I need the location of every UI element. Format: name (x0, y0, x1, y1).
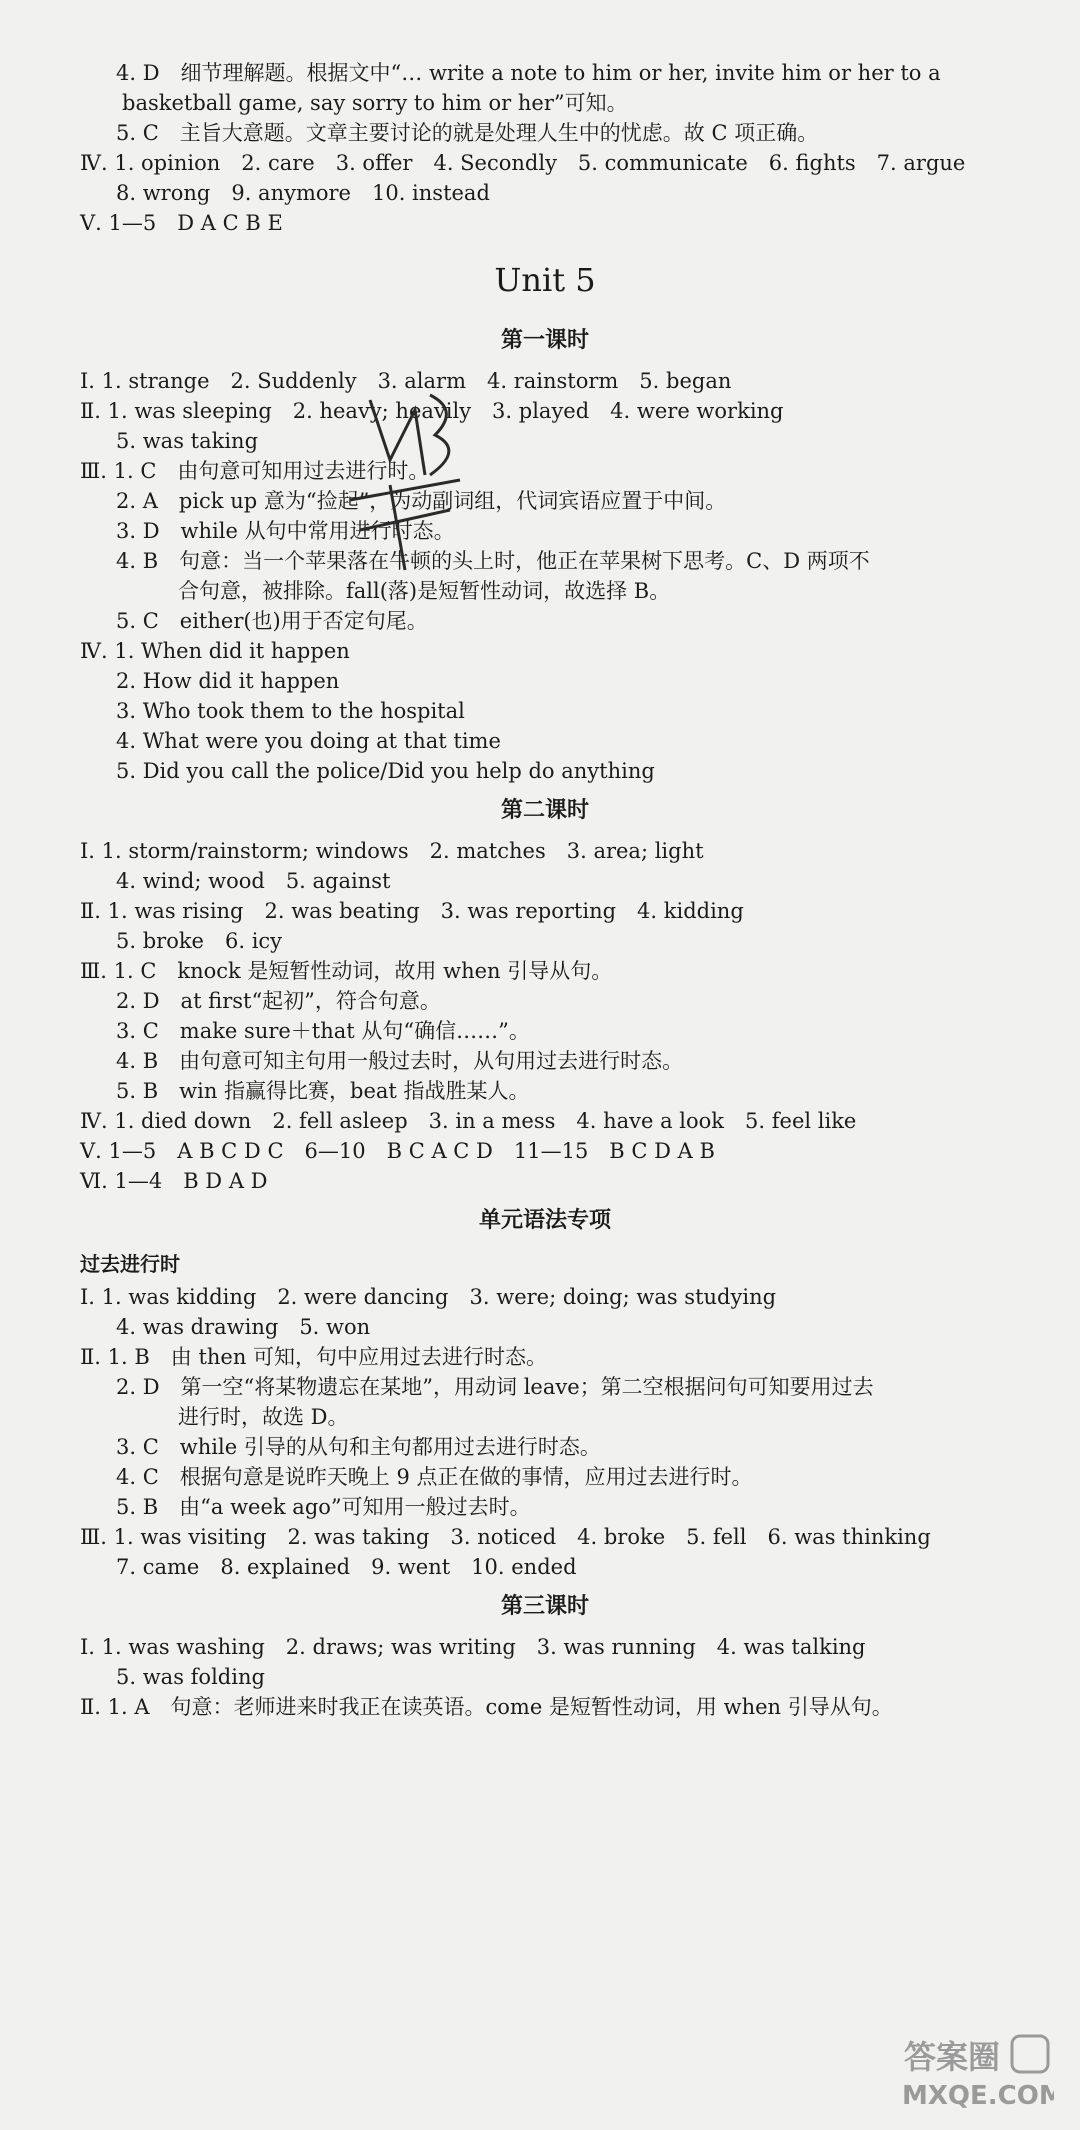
answer-line: Ⅳ. 1. opinion 2. care 3. offer 4. Secondly 5. communicate 6. fights 7. argue (80, 151, 966, 175)
svg-text:答案圈: 答案圈 (904, 2038, 1001, 2076)
answer-line: 2. D 第一空“将某物遗忘在某地”，用动词 leave；第二空根据问句可知要用过去 (116, 1375, 874, 1399)
answer-line: Ⅳ. 1. died down 2. fell asleep 3. in a mess 4. have a look 5. feel like (80, 1109, 857, 1133)
answer-line: 4. B 句意：当一个苹果落在牛顿的头上时，他正在苹果树下思考。C、D 两项不 (116, 549, 870, 573)
answer-line: 5. broke 6. icy (116, 929, 283, 953)
answer-line: 5. B win 指赢得比赛，beat 指战胜某人。 (116, 1079, 530, 1103)
pen-scribble-mark (330, 380, 480, 580)
unit-title: Unit 5 (494, 261, 596, 299)
answer-line: 3. D while 从句中常用进行时态。 (116, 519, 455, 543)
answer-line: Ⅰ. 1. strange 2. Suddenly 3. alarm 4. rainstorm 5. began (80, 369, 732, 393)
answer-line: Ⅳ. 1. When did it happen (80, 639, 350, 663)
site-watermark (894, 2032, 1054, 2112)
answer-line: 5. was taking (116, 429, 259, 453)
section-title-lesson2: 第二课时 (500, 798, 589, 823)
answer-line: 5. C either(也)用于否定句尾。 (116, 609, 428, 633)
answer-line: Ⅱ. 1. B 由 then 可知，句中应用过去进行时态。 (80, 1345, 548, 1369)
answer-line: Ⅰ. 1. storm/rainstorm; windows 2. matches 3. area; light (80, 839, 704, 863)
answer-line: Ⅴ. 1—5 D A C B E (80, 211, 283, 235)
answer-line: 3. C while 引导的从句和主句都用过去进行时态。 (116, 1435, 601, 1459)
answer-content (80, 58, 1010, 1722)
unit4-answers-tail (80, 58, 1010, 238)
answer-line: basketball game, say sorry to him or her”可知。 (80, 91, 628, 115)
answer-line: 2. A pick up 意为“捡起”，为动副词组，代词宾语应置于中间。 (116, 489, 727, 513)
lesson1-answers (80, 366, 1010, 786)
section-title-lesson1: 第一课时 (500, 328, 589, 353)
answer-line: 7. came 8. explained 9. went 10. ended (116, 1555, 577, 1579)
answer-line: 2. D at first“起初”，符合句意。 (116, 989, 441, 1013)
answer-line: 5. was folding (116, 1665, 265, 1689)
answer-line: 4. B 由句意可知主句用一般过去时，从句用过去进行时态。 (116, 1049, 684, 1073)
answer-line: Ⅲ. 1. C 由句意可知用过去进行时。 (80, 459, 430, 483)
answer-line: Ⅲ. 1. was visiting 2. was taking 3. noticed 4. broke 5. fell 6. was thinking (80, 1525, 931, 1549)
answer-line: 2. How did it happen (116, 669, 340, 693)
answer-line: 4. What were you doing at that time (116, 729, 501, 753)
answer-line: 4. C 根据句意是说昨天晚上 9 点正在做的事情，应用过去进行时。 (116, 1465, 753, 1489)
section-title-lesson3: 第三课时 (500, 1594, 589, 1619)
watermark-logo-icon (894, 2032, 1054, 2112)
grammar-answers (80, 1282, 1010, 1582)
answer-line: Ⅲ. 1. C knock 是短暂性动词，故用 when 引导从句。 (80, 959, 613, 983)
answer-line: Ⅱ. 1. was rising 2. was beating 3. was reporting 4. kidding (80, 899, 744, 923)
answer-line: 4. wind; wood 5. against (116, 869, 391, 893)
answer-line: Ⅱ. 1. was sleeping 2. heavy; heavily 3. played 4. were working (80, 399, 784, 423)
answer-line: 5. B 由“a week ago”可知用一般过去时。 (116, 1495, 531, 1519)
answer-line: 8. wrong 9. anymore 10. instead (116, 181, 490, 205)
answer-line: Ⅵ. 1—4 B D A D (80, 1169, 268, 1193)
answer-line: 进行时，故选 D。 (178, 1405, 349, 1429)
section-title-grammar: 单元语法专项 (478, 1208, 611, 1233)
answer-line: 4. D 细节理解题。根据文中“… write a note to him or her, invite him or her to a (116, 61, 941, 85)
svg-text:MXQE.COM: MXQE.COM (902, 2081, 1054, 2111)
answer-line: 3. C make sure＋that 从句“确信……”。 (116, 1019, 530, 1043)
answer-line: Ⅰ. 1. was washing 2. draws; was writing 3. was running 4. was talking (80, 1635, 866, 1659)
answer-line: Ⅴ. 1—5 A B C D C 6—10 B C A C D 11—15 B C D A B (80, 1139, 715, 1163)
lesson2-answers (80, 836, 1010, 1196)
answer-line: 合句意，被排除。fall(落)是短暂性动词，故选择 B。 (178, 579, 671, 603)
answer-line: Ⅰ. 1. was kidding 2. were dancing 3. were; doing; was studying (80, 1285, 777, 1309)
answer-line: 5. C 主旨大意题。文章主要讨论的就是处理人生中的忧虑。故 C 项正确。 (116, 121, 819, 145)
answer-line: 5. Did you call the police/Did you help do anything (116, 759, 655, 783)
answer-line: Ⅱ. 1. A 句意：老师进来时我正在读英语。come 是短暂性动词，用 when 引导从句。 (80, 1695, 893, 1719)
answer-line: 4. was drawing 5. won (116, 1315, 371, 1339)
lesson3-answers (80, 1632, 1010, 1722)
answer-line: 3. Who took them to the hospital (116, 699, 465, 723)
grammar-subtitle: 过去进行时 (80, 1252, 180, 1276)
